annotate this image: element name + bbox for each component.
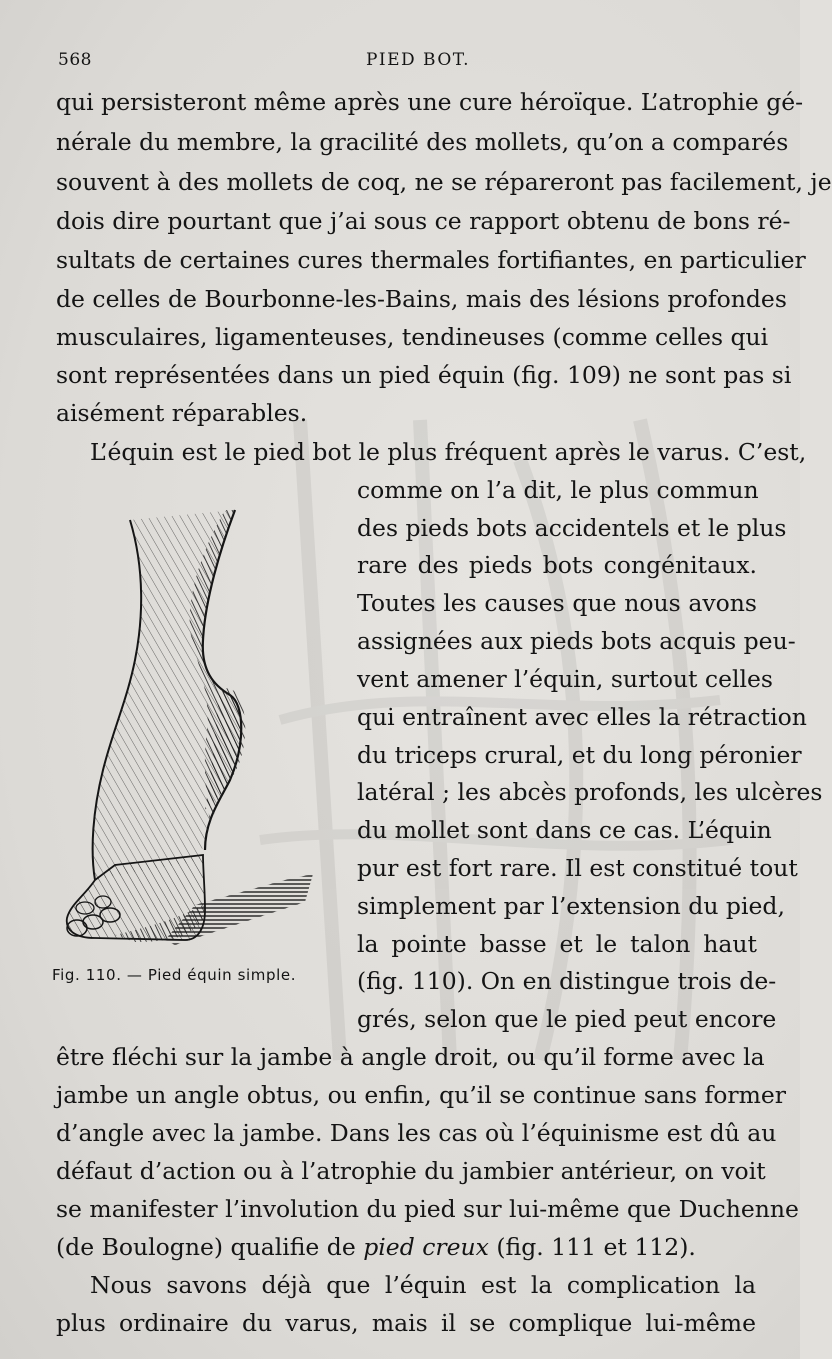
text-line: Nous savons déjà que l’équin est la complication la <box>90 1271 756 1299</box>
italic-term: pied creux <box>363 1233 489 1261</box>
text-line: de celles de Bourbonne-les-Bains, mais des lésions profondes <box>56 285 787 313</box>
text-line: rare des pieds bots congénitaux. <box>357 551 757 579</box>
text-line: être fléchi sur la jambe à angle droit, ou qu’il forme avec la <box>56 1043 765 1071</box>
text-line: simplement par l’extension du pied, <box>357 892 785 920</box>
text-line: latéral ; les abcès profonds, les ulcères <box>357 778 823 806</box>
text-line: du mollet sont dans ce cas. L’équin <box>357 816 772 844</box>
foot-engraving-figure <box>55 510 345 960</box>
text-line: dois dire pourtant que j’ai sous ce rapport obtenu de bons ré- <box>56 207 791 235</box>
figure-caption <box>52 966 342 984</box>
text-line: Toutes les causes que nous avons <box>357 589 757 617</box>
text-fragment: (de Boulogne) qualifie de <box>56 1233 364 1261</box>
text-line: qui persisteront même après une cure héroïque. L’atrophie gé- <box>56 88 804 116</box>
page-header <box>58 50 758 72</box>
text-line: défaut d’action ou à l’atrophie du jambier antérieur, on voit <box>56 1157 766 1185</box>
running-title: PIED BOT. <box>365 50 471 70</box>
text-line: pur est fort rare. Il est constitué tout <box>357 854 798 882</box>
caption-text: Pied équin simple. <box>147 966 297 984</box>
text-line: des pieds bots accidentels et le plus <box>357 514 787 542</box>
text-line: L’équin est le pied bot le plus fréquent après le varus. C’est, <box>90 438 807 466</box>
text-line: du triceps crural, et du long péronier <box>357 741 802 769</box>
text-line: sultats de certaines cures thermales fortifiantes, en particulier <box>56 246 806 274</box>
figure-number: Fig. 110. <box>52 966 122 984</box>
text-line: jambe un angle obtus, ou enfin, qu’il se continue sans former <box>56 1081 787 1109</box>
text-line: souvent à des mollets de coq, ne se répareront pas facilement, je <box>56 168 832 196</box>
text-line: plus ordinaire du varus, mais il se complique lui-même <box>56 1309 756 1337</box>
text-line: sont représentées dans un pied équin (fig. 109) ne sont pas si <box>56 361 792 389</box>
text-line: qui entraînent avec elles la rétraction <box>357 703 807 731</box>
page-number: 568 <box>58 50 92 70</box>
text-line: d’angle avec la jambe. Dans les cas où l’équinisme est dû au <box>56 1119 777 1147</box>
text-line: se manifester l’involution du pied sur lui-même que Duchenne <box>56 1195 799 1223</box>
text-line: grés, selon que le pied peut encore <box>357 1005 777 1033</box>
text-line: aisément réparables. <box>56 399 308 427</box>
text-line: nérale du membre, la gracilité des mollets, qu’on a comparés <box>56 128 789 156</box>
text-line: musculaires, ligamenteuses, tendineuses (comme celles qui <box>56 323 769 351</box>
text-line-with-italic <box>56 1228 756 1266</box>
text-line: (fig. 110). On en distingue trois de- <box>357 967 777 995</box>
text-line: la pointe basse et le talon haut <box>357 930 757 958</box>
caption-dash: — <box>121 966 148 984</box>
text-line: assignées aux pieds bots acquis peu- <box>357 627 796 655</box>
text-fragment: (fig. 111 et 112). <box>488 1233 696 1261</box>
text-line: vent amener l’équin, surtout celles <box>357 665 773 693</box>
text-line: comme on l’a dit, le plus commun <box>357 476 759 504</box>
